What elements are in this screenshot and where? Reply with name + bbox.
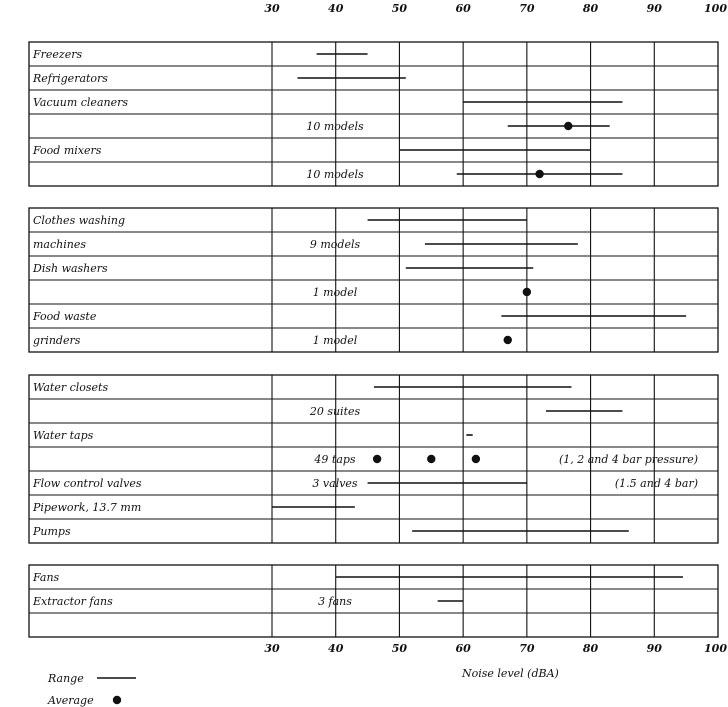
row-note: 9 models xyxy=(309,238,361,251)
row-side-note: (1, 2 and 4 bar pressure) xyxy=(558,453,698,466)
average-dot xyxy=(523,288,531,296)
bottom-tick-label: 60 xyxy=(455,642,471,655)
row-label: Extractor fans xyxy=(33,595,113,608)
legend xyxy=(47,672,136,707)
bottom-tick-label: 100 xyxy=(704,642,727,655)
average-dot xyxy=(373,455,381,463)
panel-border xyxy=(29,565,718,637)
row-label: Food waste xyxy=(33,310,97,323)
row-label: Water closets xyxy=(33,381,109,394)
legend-average-swatch xyxy=(113,696,121,704)
row-label: Clothes washing xyxy=(33,214,126,227)
top-tick-label: 100 xyxy=(704,2,727,15)
legend-label: Average xyxy=(48,694,94,707)
row-label: grinders xyxy=(33,334,81,347)
x-axis-label: Noise level (dBA) xyxy=(462,667,559,680)
bottom-tick-label: 50 xyxy=(391,642,408,655)
row-label: Fans xyxy=(33,571,60,584)
row-label: Vacuum cleaners xyxy=(33,96,128,109)
row-note: 3 valves xyxy=(312,477,358,490)
bottom-tick-label: 30 xyxy=(264,642,280,655)
row-label: Freezers xyxy=(33,48,83,61)
row-label: Water taps xyxy=(33,429,94,442)
average-dot xyxy=(504,336,512,344)
average-dot xyxy=(564,122,572,130)
bottom-tick-label: 40 xyxy=(328,642,344,655)
row-label: Pumps xyxy=(33,525,71,538)
panel-2 xyxy=(29,208,718,352)
top-tick-label: 70 xyxy=(519,2,535,15)
row-label: Dish washers xyxy=(33,262,108,275)
row-label: Pipework, 13.7 mm xyxy=(33,501,142,514)
average-dot xyxy=(427,455,435,463)
panel-3 xyxy=(29,375,718,543)
top-tick-label: 30 xyxy=(264,2,280,15)
row-label: Flow control valves xyxy=(33,477,142,490)
panel-4 xyxy=(29,565,718,637)
row-note: 20 suites xyxy=(309,405,361,418)
top-tick-label: 40 xyxy=(328,2,344,15)
average-dot xyxy=(535,170,543,178)
row-side-note: (1.5 and 4 bar) xyxy=(614,477,698,490)
bottom-tick-label: 90 xyxy=(646,642,662,655)
chart-panels xyxy=(29,42,718,637)
top-tick-label: 80 xyxy=(582,2,599,15)
row-note: 10 models xyxy=(306,168,364,181)
row-label: Refrigerators xyxy=(33,72,108,85)
top-tick-label: 50 xyxy=(391,2,408,15)
top-axis xyxy=(264,2,727,15)
row-note: 1 model xyxy=(312,286,358,299)
row-label: machines xyxy=(33,238,86,251)
row-label: Food mixers xyxy=(33,144,102,157)
legend-label: Range xyxy=(48,672,84,685)
bottom-tick-label: 70 xyxy=(519,642,535,655)
average-dot xyxy=(472,455,480,463)
row-note: 10 models xyxy=(306,120,364,133)
top-tick-label: 90 xyxy=(646,2,662,15)
bottom-tick-label: 80 xyxy=(582,642,599,655)
bottom-axis xyxy=(264,642,727,655)
row-note: 49 taps xyxy=(314,453,356,466)
panel-1 xyxy=(29,42,718,186)
row-note: 1 model xyxy=(312,334,358,347)
row-note: 3 fans xyxy=(318,595,352,608)
top-tick-label: 60 xyxy=(455,2,471,15)
